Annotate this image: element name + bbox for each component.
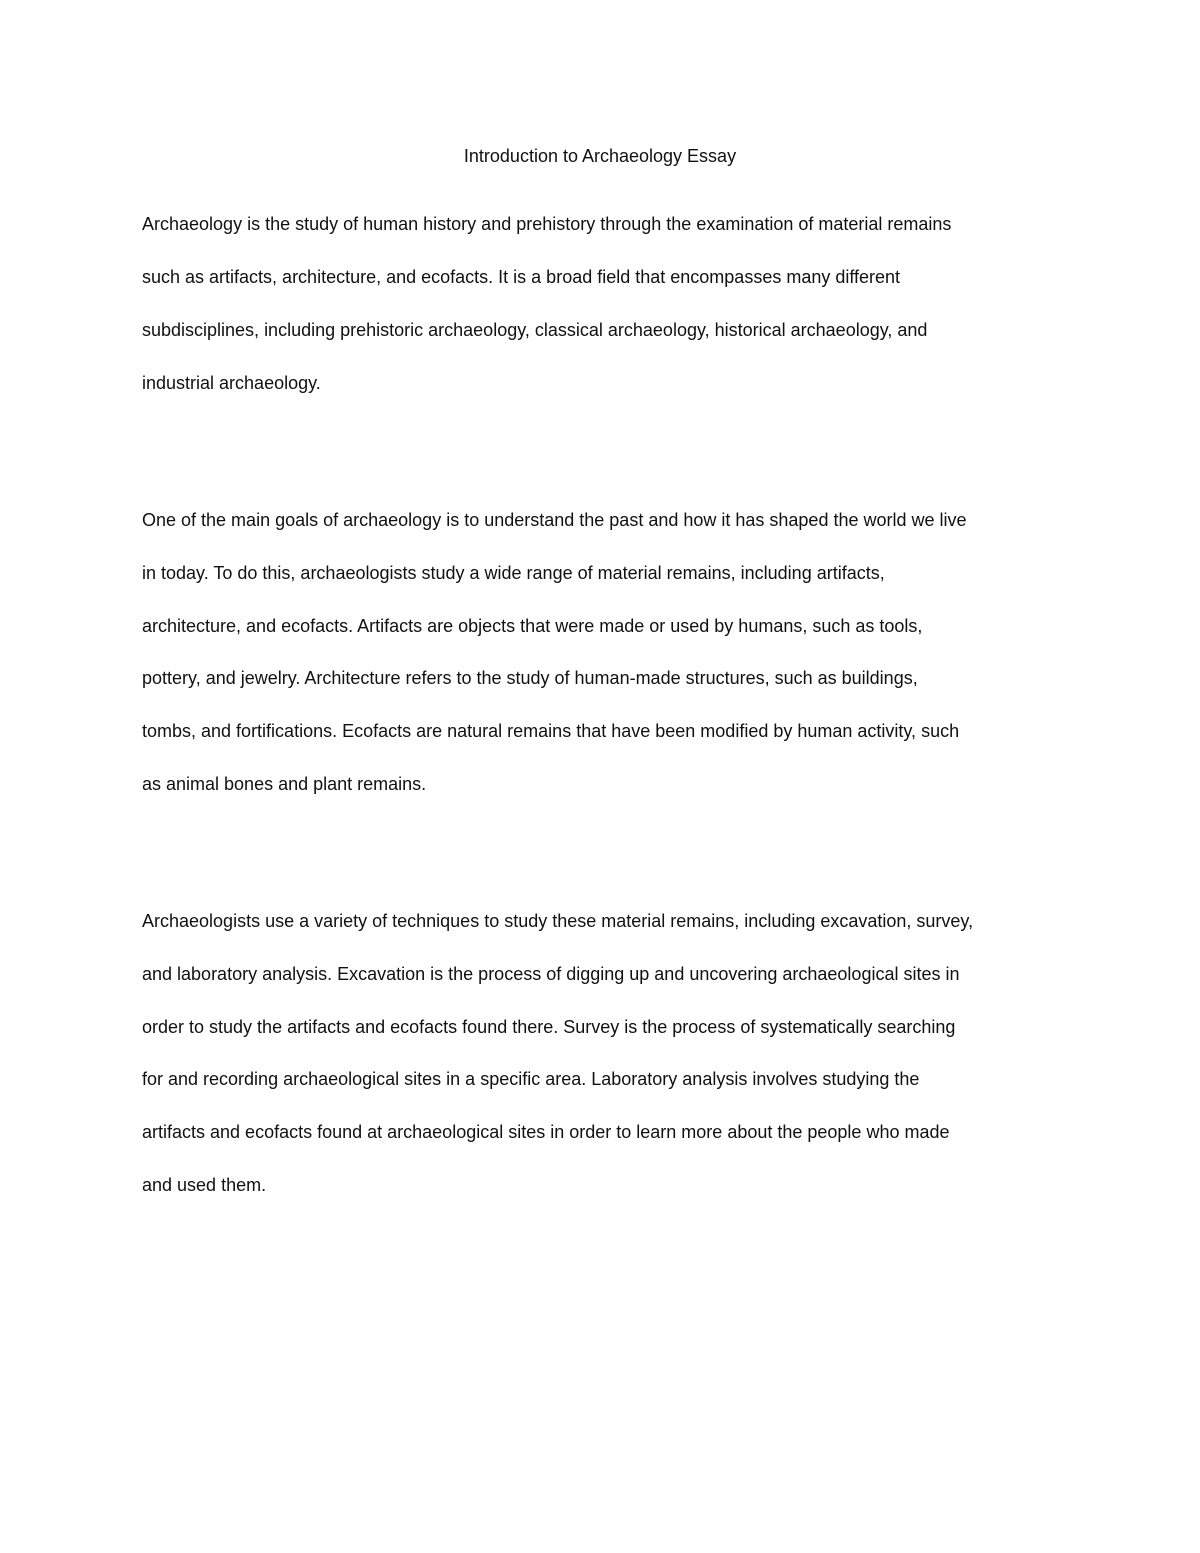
text-line: tombs, and fortifications. Ecofacts are natural remains that have been modified by human activity, such [142, 721, 960, 741]
document-title: Introduction to Archaeology Essay [463, 146, 737, 166]
text-line: artifacts and ecofacts found at archaeological sites in order to learn more about the people who made [142, 1122, 950, 1142]
text-line: Archaeology is the study of human history and prehistory through the examination of material remains [142, 214, 952, 234]
text-line: in today. To do this, archaeologists study a wide range of material remains, including artifacts, [142, 563, 885, 583]
text-line: and laboratory analysis. Excavation is the process of digging up and uncovering archaeological sites in [142, 964, 960, 984]
text-line: such as artifacts, architecture, and ecofacts. It is a broad field that encompasses many different [142, 267, 901, 287]
text-line: for and recording archaeological sites in a specific area. Laboratory analysis involves studying the [142, 1069, 920, 1089]
text-line: subdisciplines, including prehistoric archaeology, classical archaeology, historical archaeology, and [142, 320, 928, 340]
text-line: pottery, and jewelry. Architecture refers to the study of human-made structures, such as buildings, [142, 668, 918, 688]
text-line: One of the main goals of archaeology is to understand the past and how it has shaped the world we live [142, 510, 967, 530]
text-line: industrial archaeology. [142, 373, 321, 393]
text-line: as animal bones and plant remains. [142, 774, 427, 794]
text-line: and used them. [142, 1175, 267, 1195]
text-line: Archaeologists use a variety of techniques to study these material remains, including excavation, survey, [142, 911, 974, 931]
text-line: architecture, and ecofacts. Artifacts are objects that were made or used by humans, such as tools, [142, 616, 923, 636]
text-line: order to study the artifacts and ecofacts found there. Survey is the process of systematically searching [142, 1017, 956, 1037]
